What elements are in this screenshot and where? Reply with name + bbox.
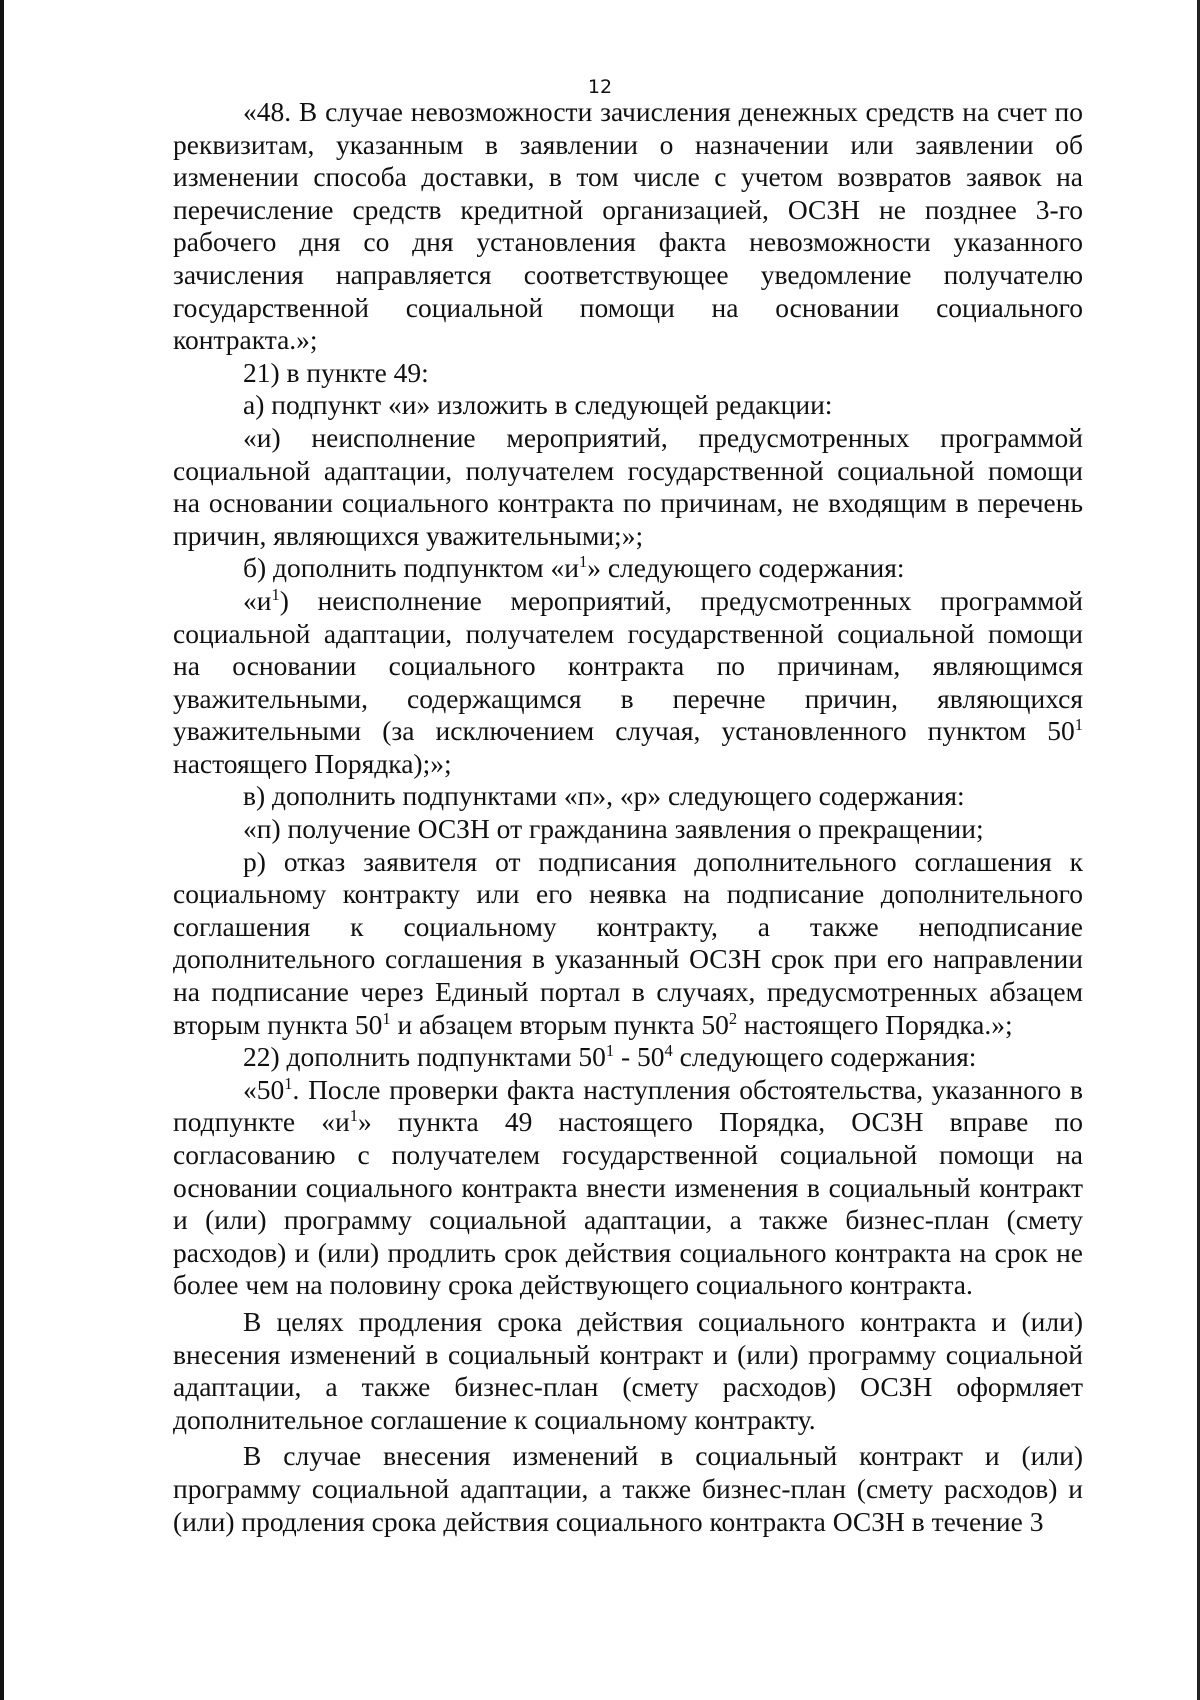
paragraph-subitem-b: б) дополнить подпунктом «$и^1$» следующего содержания: bbox=[243, 552, 905, 584]
scan-edge-left bbox=[0, 0, 4, 1700]
paragraph-quote-i: «и) неисполнение мероприятий, предусмотренных программой социальной адаптации, получателем государственной социальной помощи на основании социального контракта по причинам, не входящим в перечень причин, являющихся уважительными;»; bbox=[173, 421, 1083, 551]
paragraph-quote-p: «п) получение ОСЗН от гражданина заявления о прекращении; bbox=[243, 813, 984, 845]
paragraph-quote-50-1: «$50^1$. После проверки факта наступления обстоятельства, указанного в подпункте «$и^1$» пункта 49 настоящего Порядка, ОСЗН вправе по согласованию с получателем государственной социальной помощи на основании социального контракта внести изменения в социальный контракт и (или) программу социальной адаптации, а также бизнес-план (смету расходов) и (или) продлить срок действия социального контракта на срок не более чем на половину срока действующего социального контракта. bbox=[173, 1073, 1083, 1301]
document-body bbox=[173, 96, 1083, 1538]
paragraph-subitem-v: в) дополнить подпунктами «п», «р» следующего содержания: bbox=[243, 780, 965, 812]
paragraph-item-48: «48. В случае невозможности зачисления денежных средств на счет по реквизитам, указанным в заявлении о назначении или заявлении об изменении способа доставки, в том числе с учетом возвратов заявок на перечисление средств кредитной организацией, ОСЗН не позднее 3-го рабочего дня со дня установления факта невозможности указанного зачисления направляется соответствующее уведомление получателю государственной социальной помощи на основании социального контракта.»; bbox=[173, 96, 1083, 356]
page-number: 12 bbox=[587, 76, 613, 98]
paragraph-item-21: 21) в пункте 49: bbox=[243, 356, 429, 388]
paragraph-item-22: 22) дополнить подпунктами $50^1 - 50^4$ следующего содержания: bbox=[243, 1041, 977, 1073]
paragraph-subitem-a: а) подпункт «и» изложить в следующей редакции: bbox=[243, 389, 833, 421]
paragraph-changes-case: В случае внесения изменений в социальный контракт и (или) программу социальной адаптации, а также бизнес-план (смету расходов) и (или) продления срока действия социального контракта ОСЗН в течение 3 bbox=[173, 1440, 1083, 1537]
paragraph-extension-purpose: В целях продления срока действия социального контракта и (или) внесения изменений в социальный контракт и (или) программу социальной адаптации, а также бизнес-план (смету расходов) ОСЗН оформляет дополнительное соглашение к социальному контракту. bbox=[173, 1305, 1083, 1435]
paragraph-quote-r: р) отказ заявителя от подписания дополнительного соглашения к социальному контракту или его неявка на подписание дополнительного соглашения к социальному контракту, а также неподписание дополнительного соглашения в указанный ОСЗН срок при его направлении на подписание через Единый портал в случаях, предусмотренных абзацем вторым пункта $50^1$ и абзацем вторым пункта $50^2$ настоящего Порядка.»; bbox=[173, 845, 1083, 1040]
paragraph-quote-i1: «$и^1$) неисполнение мероприятий, предусмотренных программой социальной адаптации, получателем государственной социальной помощи на основании социального контракта по причинам, являющимся уважительными, содержащимся в перечне причин, являющихся уважительными (за исключением случая, установленного пунктом $50^1$ настоящего Порядка);»; bbox=[173, 584, 1083, 779]
